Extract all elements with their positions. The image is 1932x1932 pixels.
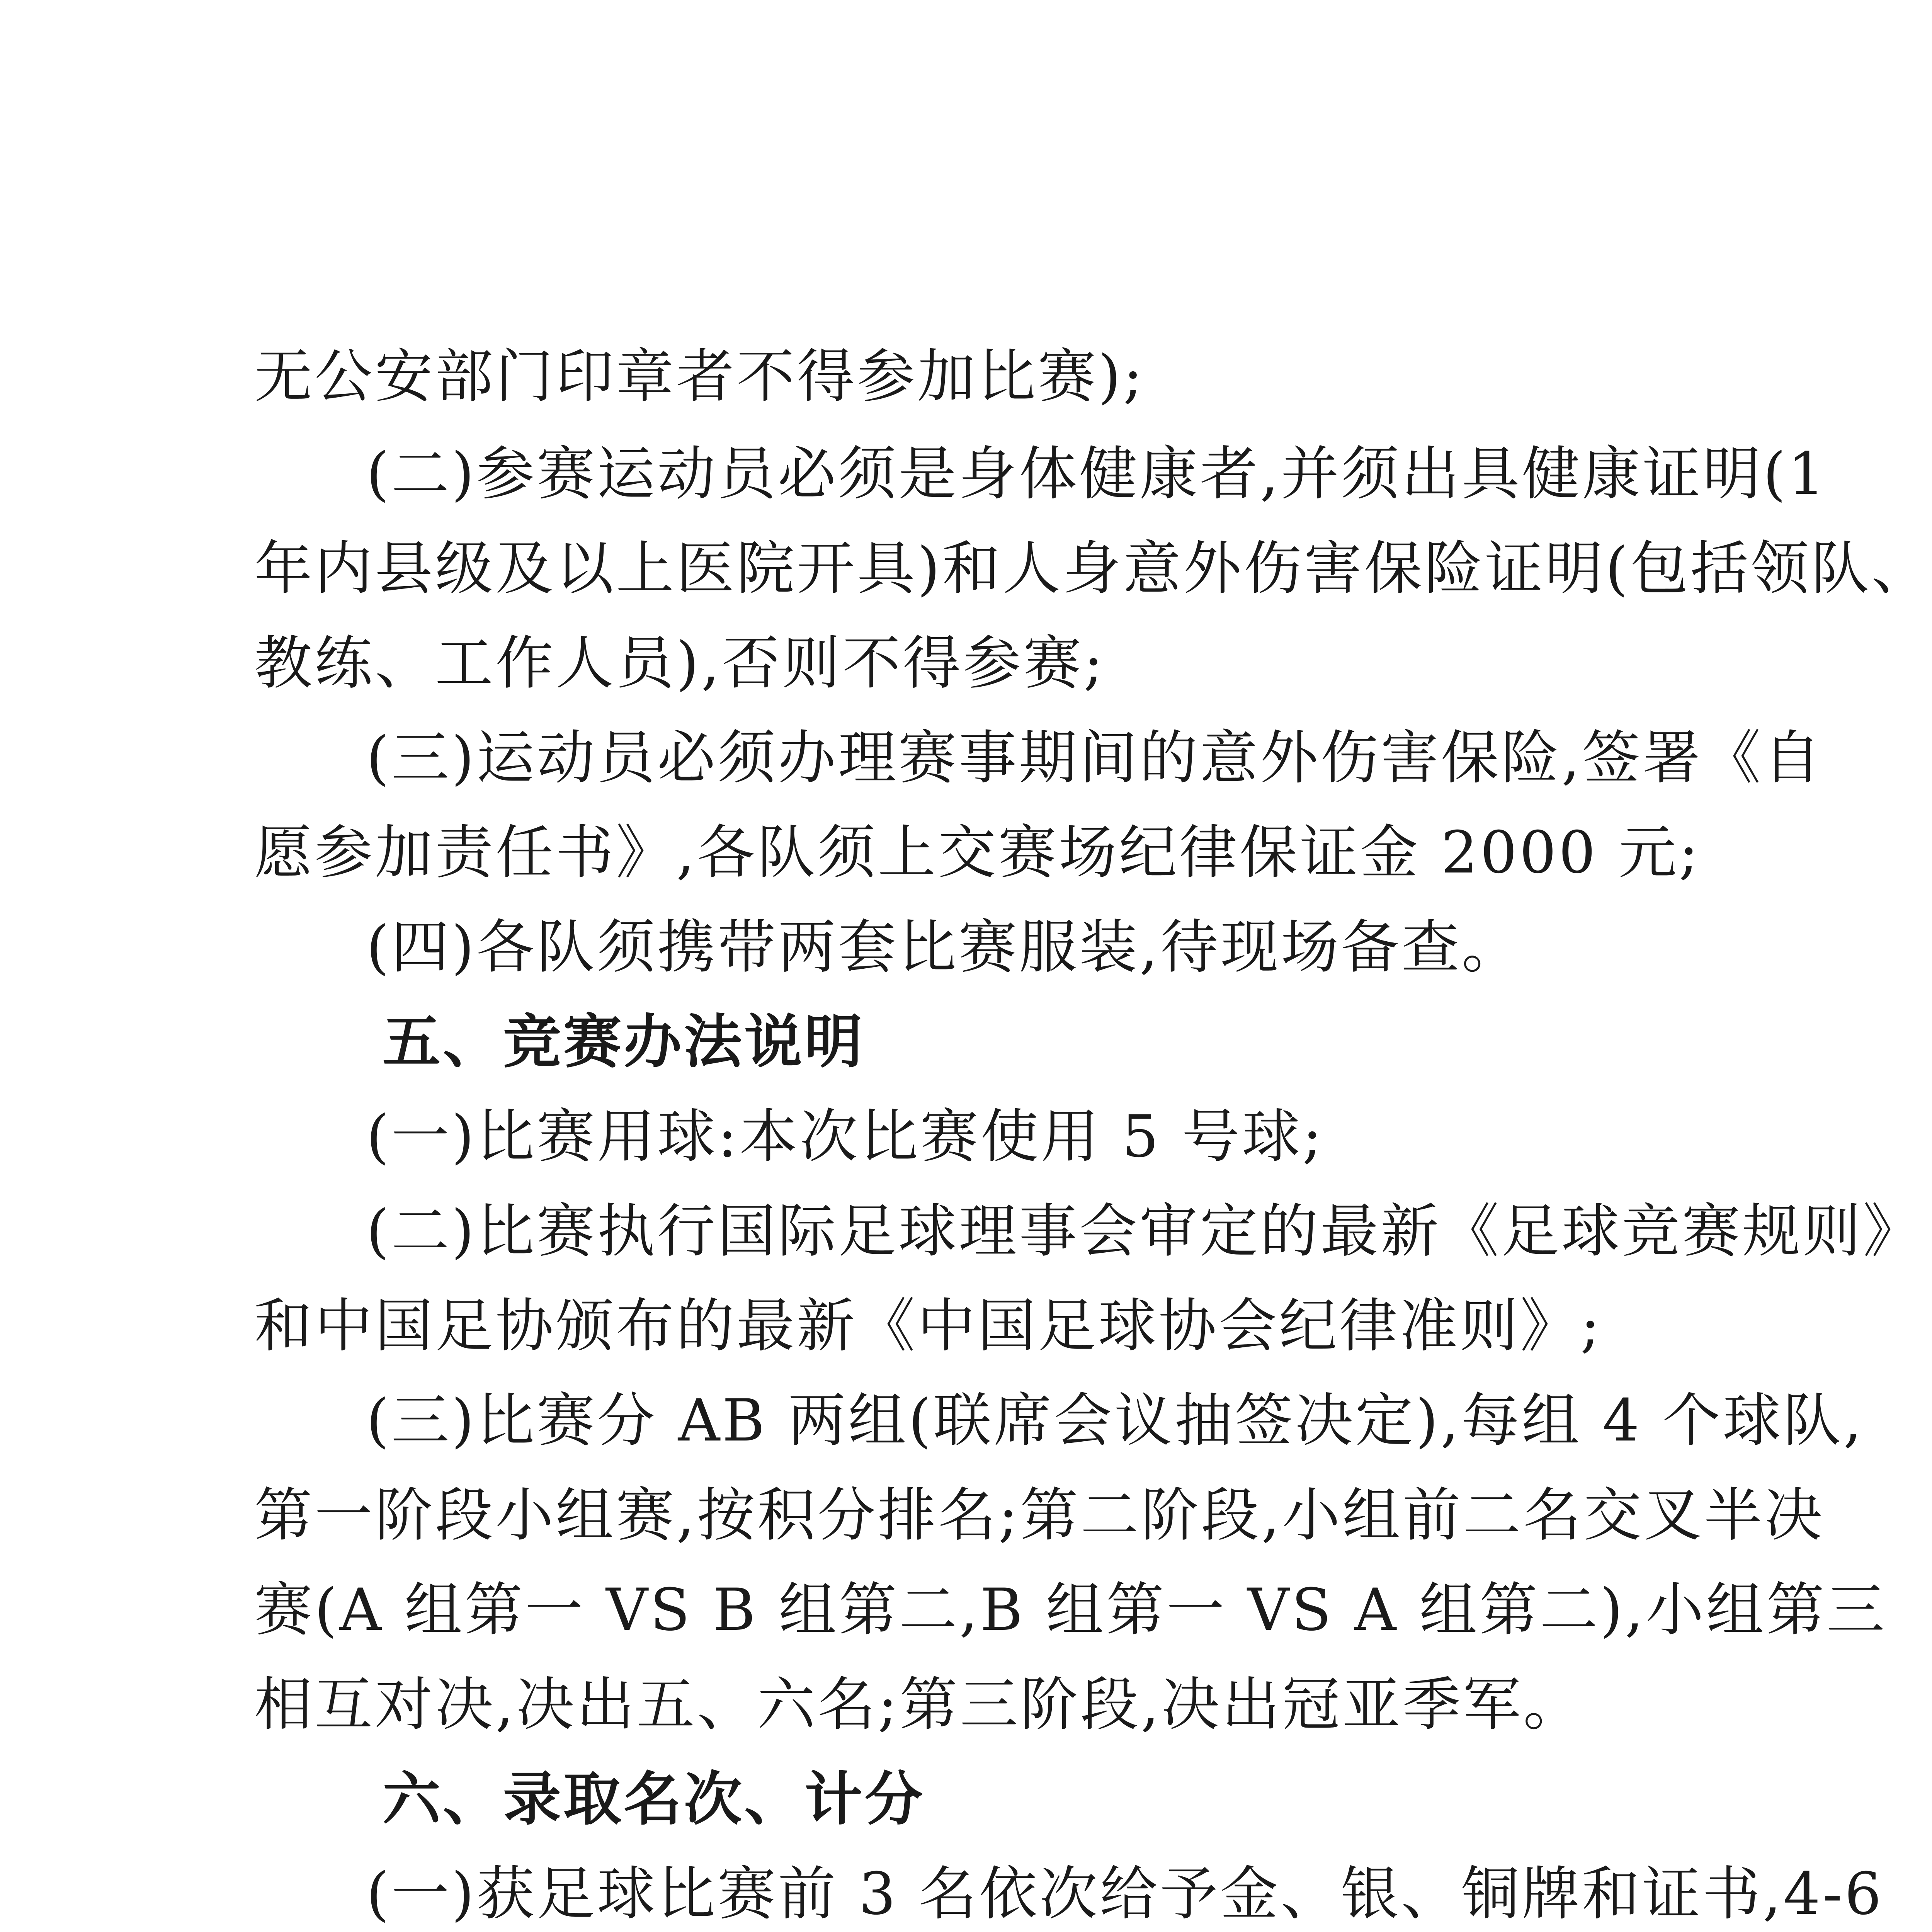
body-text-line: 教练、工作人员),否则不得参赛; (254, 630, 1105, 697)
body-text-line: (一)比赛用球:本次比赛使用 5 号球; (366, 1103, 1324, 1170)
section-heading-5: 五、竞赛办法说明 (383, 1009, 865, 1076)
body-text-line: 年内县级及以上医院开具)和人身意外伤害保险证明(包括领队、 (254, 535, 1932, 602)
body-text-line: 赛(A 组第一 VS B 组第二,B 组第一 VS A 组第二),小组第三 (254, 1577, 1887, 1644)
body-text-line: 愿参加责任书》,各队须上交赛场纪律保证金 2000 元; (254, 819, 1701, 886)
body-text-line: 和中国足协颁布的最新《中国足球协会纪律准则》; (254, 1293, 1602, 1360)
body-text-line: (三)运动员必须办理赛事期间的意外伤害保险,签署《自 (366, 724, 1823, 792)
body-text-line: (二)参赛运动员必须是身体健康者,并须出具健康证明(1 (366, 440, 1827, 508)
body-text-line: 相互对决,决出五、六名;第三阶段,决出冠亚季军。 (254, 1671, 1583, 1738)
body-text-line: 无公安部门印章者不得参加比赛); (254, 343, 1145, 410)
body-text-line: (四)各队须携带两套比赛服装,待现场备查。 (366, 914, 1522, 981)
body-text-line: (二)比赛执行国际足球理事会审定的最新《足球竞赛规则》 (366, 1198, 1923, 1265)
section-heading-6: 六、录取名次、计分 (383, 1766, 925, 1833)
body-text-line: (一)获足球比赛前 3 名依次给予金、银、铜牌和证书,4-6 (366, 1861, 1884, 1928)
body-text-line: 第一阶段小组赛,按积分排名;第二阶段,小组前二名交叉半决 (254, 1482, 1825, 1549)
body-text-line: (三)比赛分 AB 两组(联席会议抽签决定),每组 4 个球队, (366, 1387, 1864, 1454)
